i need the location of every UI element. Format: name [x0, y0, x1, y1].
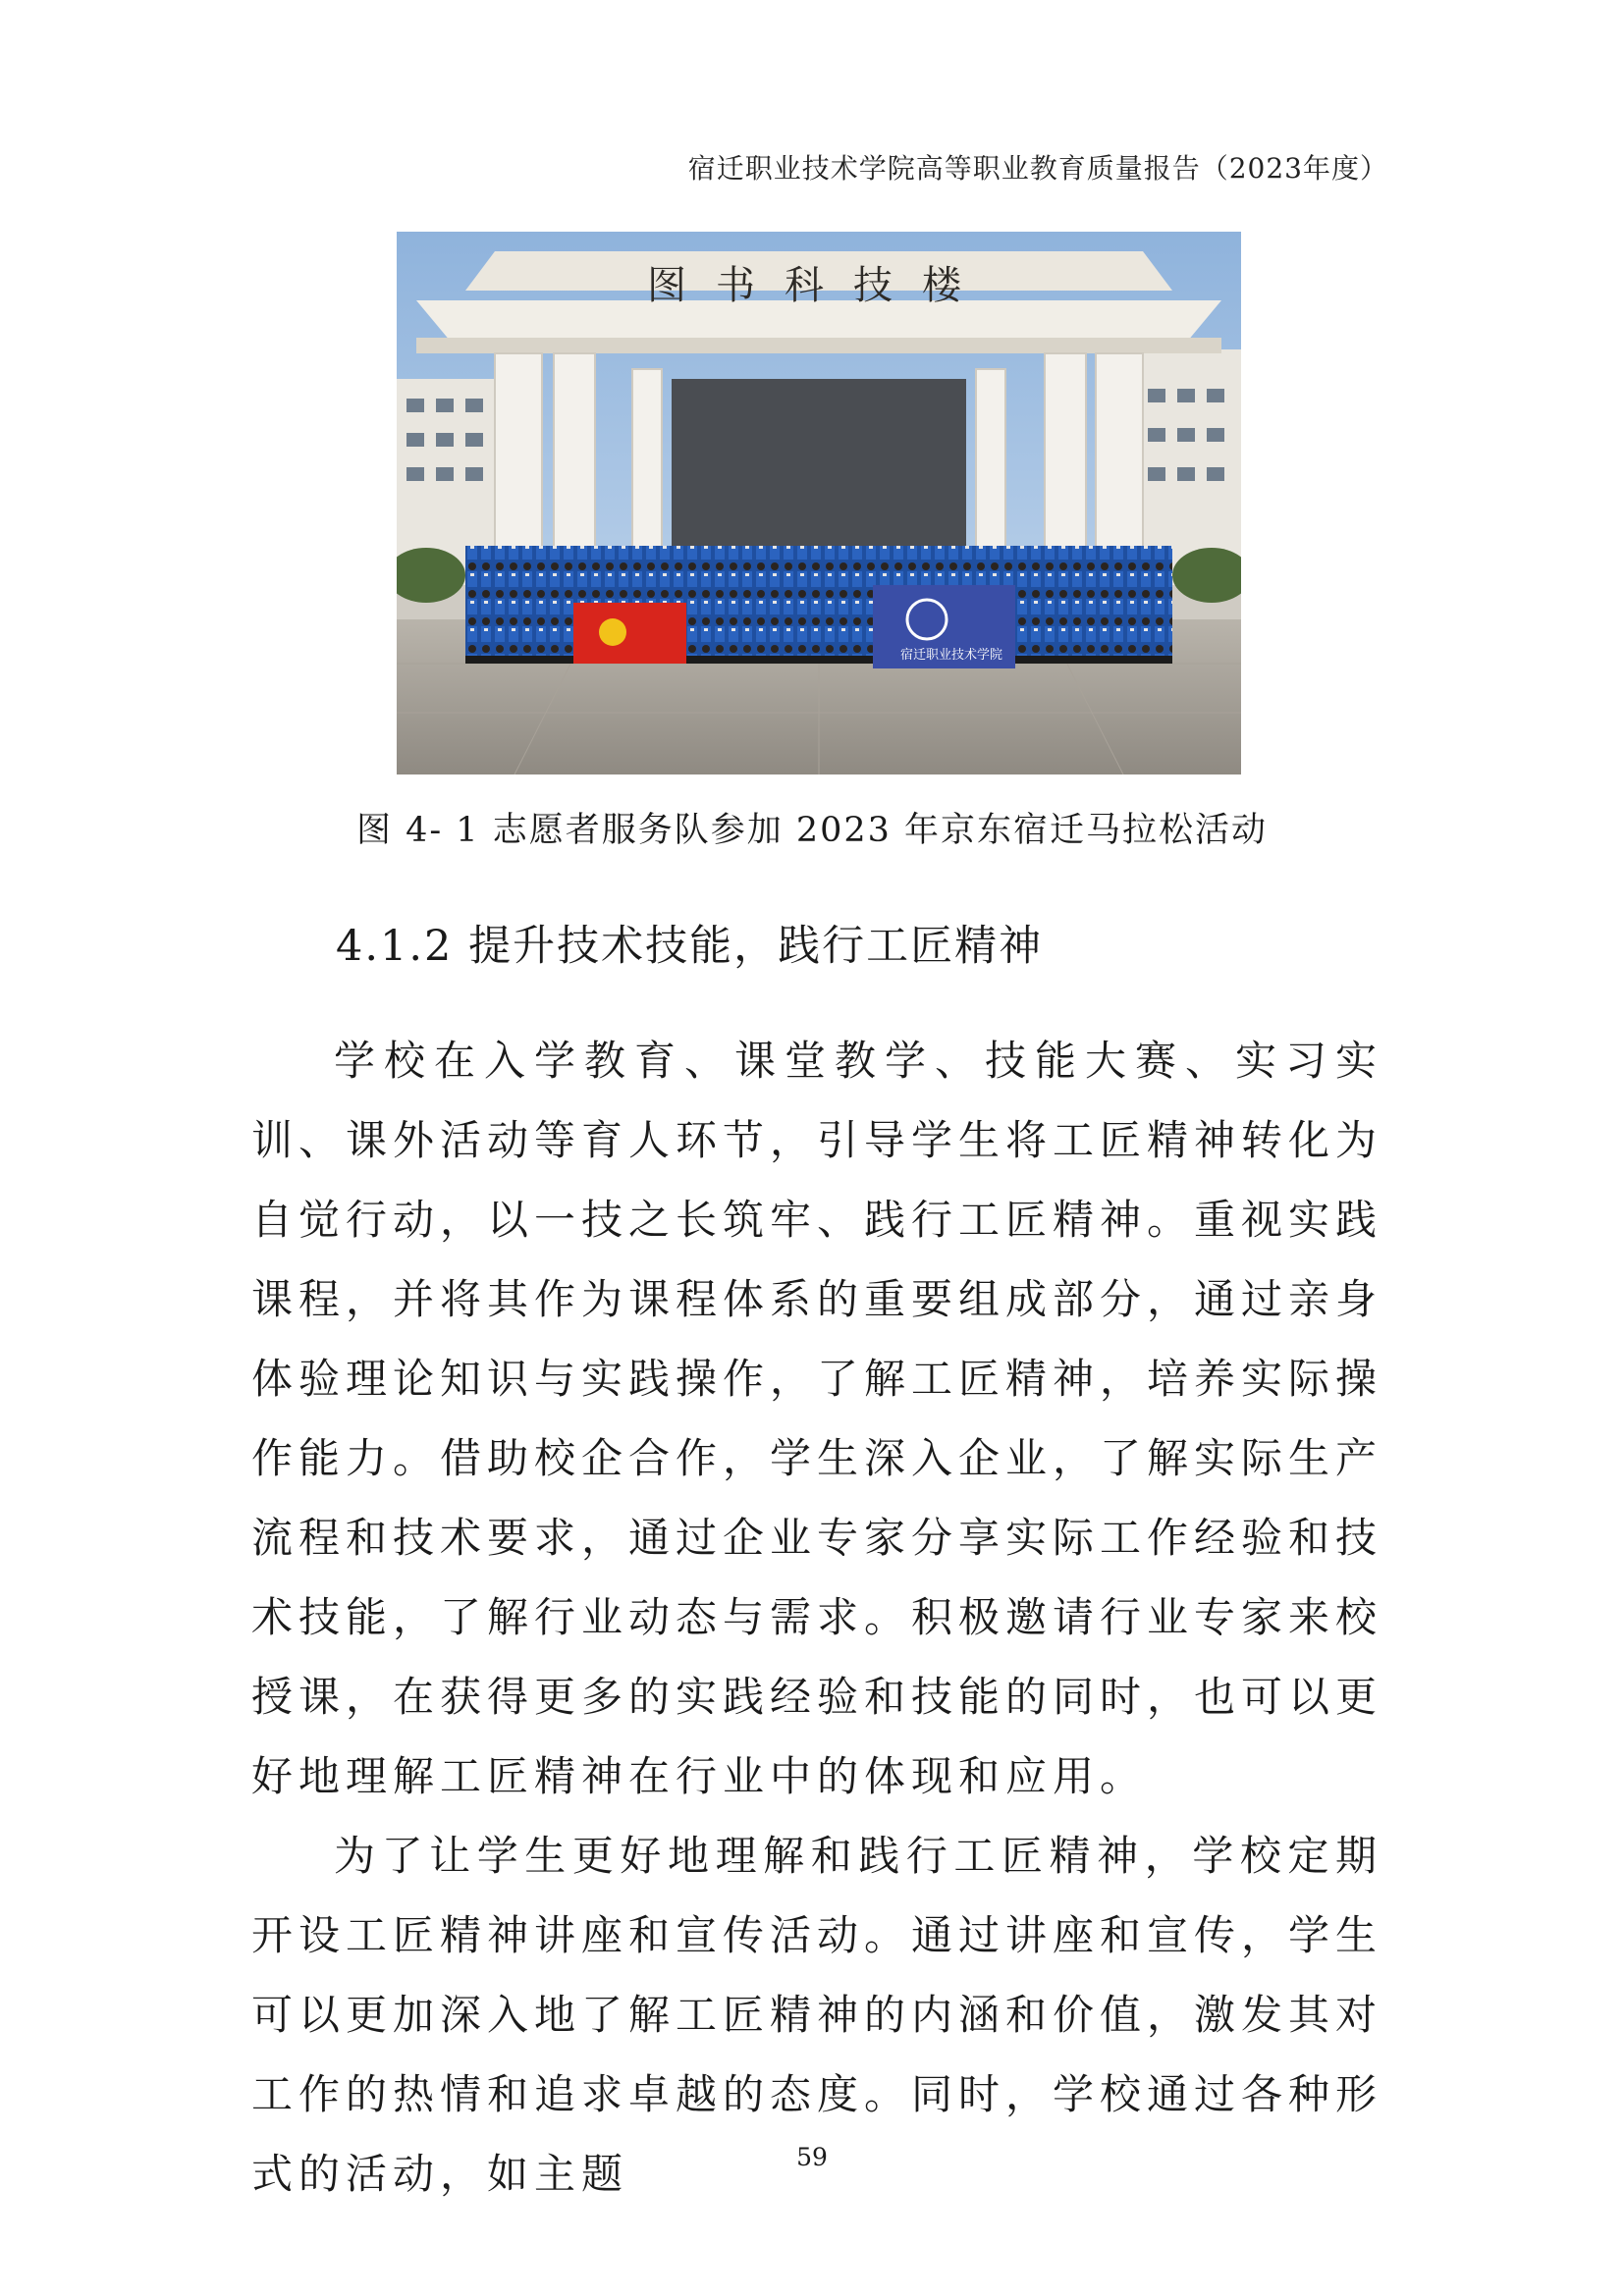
- paragraph: 为了让学生更好地理解和践行工匠精神，学校定期开设工匠精神讲座和宣传活动。通过讲座和宣传，学生可以更加深入地了解工匠精神的内涵和价值，激发其对工作的热情和追求卓越的态度。同时，学校通过各种形式的活动，如主题: [251, 1832, 1383, 2198]
- body-text: [251, 1021, 1382, 2214]
- report-header: 宿迁职业技术学院高等职业教育质量报告（2023年度）: [687, 152, 1388, 185]
- figure-caption: 图 4- 1 志愿者服务队参加 2023 年京东宿迁马拉松活动: [355, 811, 1269, 850]
- group-photo-image: [397, 232, 1241, 774]
- group-photo: [397, 232, 1241, 774]
- flag-text: 宿迁职业技术学院: [899, 648, 1003, 663]
- page-number: 59: [796, 2143, 828, 2171]
- paragraph: 学校在入学教育、课堂教学、技能大赛、实习实训、课外活动等育人环节，引导学生将工匠精神转化为自觉行动，以一技之长筑牢、践行工匠精神。重视实践课程，并将其作为课程体系的重要组成部分，通过亲身体验理论知识与实践操作，了解工匠精神，培养实际操作能力。借助校企合作，学生深入企业，了解实际生产流程和技术要求，通过企业专家分享实际工作经验和技术技能，了解行业动态与需求。积极邀请行业专家来校授课，在获得更多的实践经验和技能的同时，也可以更好地理解工匠精神在行业中的体现和应用。: [251, 1037, 1383, 1800]
- building-sign: 图书科技楼: [647, 263, 991, 308]
- section-heading: 4.1.2 提升技术技能，践行工匠精神: [336, 922, 1044, 971]
